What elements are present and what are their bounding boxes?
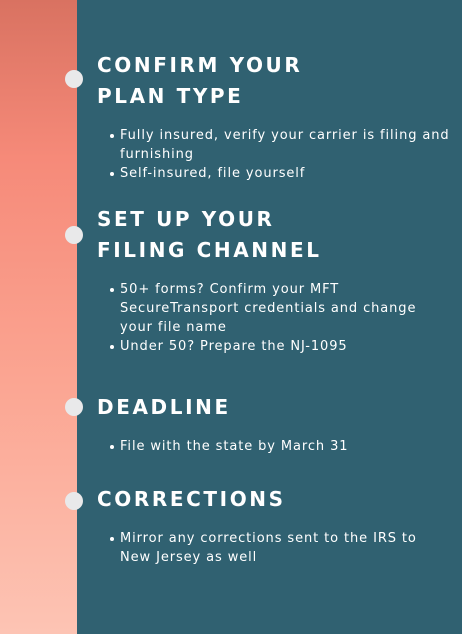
timeline-dot-icon [65,398,83,416]
list-item: Self-insured, file yourself [110,164,452,183]
gradient-side-stripe [0,0,77,634]
bullet-list [77,126,462,183]
timeline-dot-icon [65,492,83,510]
list-item: File with the state by March 31 [110,437,452,456]
list-item: Under 50? Prepare the NJ-1095 [110,337,452,356]
list-item: Fully insured, verify your carrier is filing and furnishing [110,126,452,164]
list-item: 50+ forms? Confirm your MFT SecureTransport credentials and change your file name [110,280,452,337]
section-heading: DEADLINE [97,395,231,419]
timeline-dot-icon [65,70,83,88]
section-set-up-filing-channel [77,204,462,356]
section-confirm-plan-type [77,50,462,183]
section-corrections [77,484,462,567]
list-item: Mirror any corrections sent to the IRS to New Jersey as well [110,529,452,567]
bullet-list [77,280,462,356]
checklist-panel [77,0,462,634]
section-heading: CONFIRM YOUR PLAN TYPE [97,53,303,108]
section-heading: CORRECTIONS [97,487,286,511]
bullet-list [77,529,462,567]
bullet-list [77,437,462,456]
section-deadline [77,392,462,456]
section-heading: SET UP YOUR FILING CHANNEL [97,207,322,262]
timeline-dot-icon [65,226,83,244]
